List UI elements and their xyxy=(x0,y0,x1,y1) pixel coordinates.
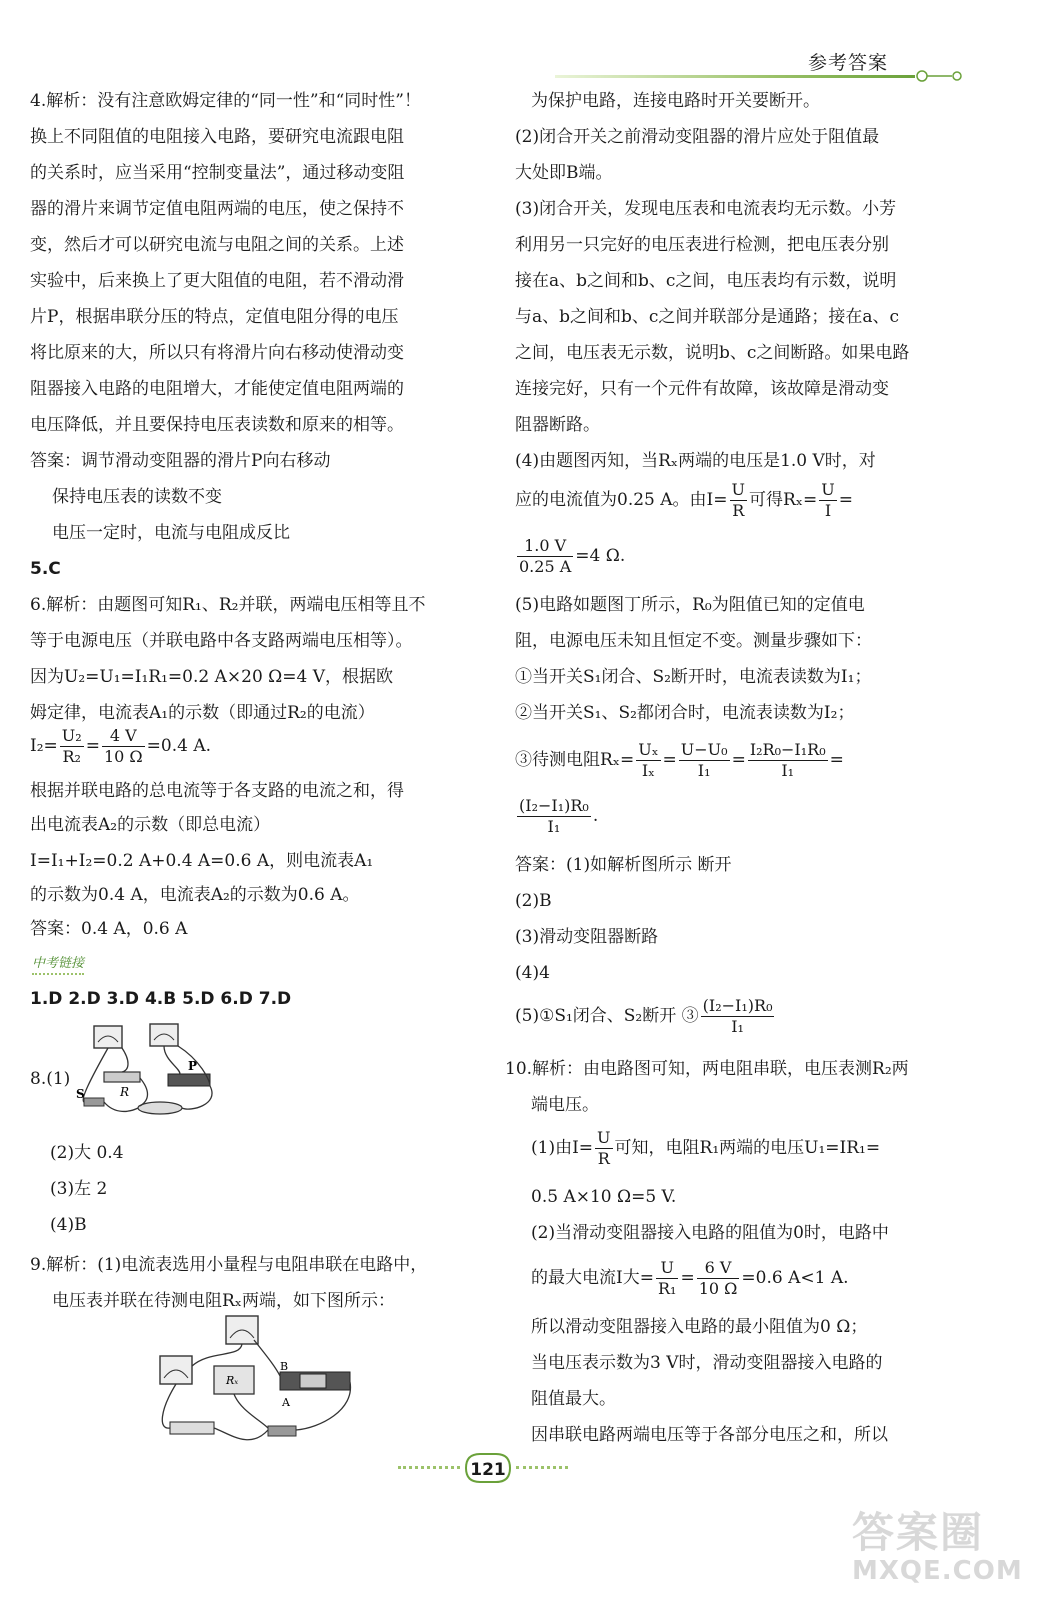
q8-part: (4)B xyxy=(50,1215,87,1235)
fig-label-s: S xyxy=(76,1087,85,1101)
page-number: 121 xyxy=(470,1460,506,1480)
q8-part: (3)左 2 xyxy=(50,1179,108,1199)
q10-line: 所以滑动变阻器接入电路的最小阻值为0 Ω； xyxy=(531,1317,868,1337)
q10-line: 因串联电路两端电压等于各部分电压之和，所以 xyxy=(531,1425,888,1445)
q10-line: 阻值最大。 xyxy=(531,1389,616,1409)
q4-line: 阻器接入电路的电阻增大，才能使定值电阻两端的 xyxy=(30,379,404,399)
page-number-badge xyxy=(462,1450,514,1486)
q9-answer-5: (5)①S₁闭合、S₂断开 ③ $\frac{\text{(I₂−I₁)R₀}}{\text{I₁}}$ xyxy=(515,996,773,1036)
q4-line: 器的滑片来调节定值电阻两端的电压，使之保持不 xyxy=(30,199,404,219)
q4-answer: 保持电压表的读数不变 xyxy=(52,487,222,507)
right-line: 之间，电压表无示数，说明b、c之间断路。如果电路 xyxy=(515,343,910,363)
q4-line: 片P，根据串联分压的特点，定值电阻分得的电压 xyxy=(30,307,399,327)
q8-circuit-figure xyxy=(70,1020,230,1120)
watermark-url: MXQE.COM xyxy=(852,1556,1023,1586)
watermark xyxy=(852,1500,1023,1586)
fig-label-a: A xyxy=(282,1396,290,1409)
q4-line: 变，然后才可以研究电流与电阻之间的关系。上述 xyxy=(30,235,404,255)
q6-line: 根据并联电路的总电流等于各支路的电流之和，得 xyxy=(30,781,404,801)
right-line: (3)闭合开关，发现电压表和电流表均无示数。小芳 xyxy=(515,199,897,219)
q10-line: (2)当滑动变阻器接入电路的阻值为0时，电路中 xyxy=(531,1223,889,1243)
q6-line: 出电流表A₂的示数（即总电流） xyxy=(30,815,271,835)
right-line: 大处即B端。 xyxy=(515,163,613,183)
right-line: 接在a、b之间和b、c之间，电压表均有示数，说明 xyxy=(515,271,897,291)
q4-line: 实验中，后来换上了更大阻值的电阻，若不滑动滑 xyxy=(30,271,404,291)
watermark-logo: 答案圈 xyxy=(852,1508,985,1557)
q4-line: 电压降低，并且要保持电压表读数和原来的相等。 xyxy=(30,415,404,435)
q9-answer: 答案：(1)如解析图所示 断开 xyxy=(515,855,732,875)
right-line: 利用另一只完好的电压表进行检测，把电压表分别 xyxy=(515,235,889,255)
q10-line: 端电压。 xyxy=(531,1095,599,1115)
q9-answer: (3)滑动变阻器断路 xyxy=(515,927,659,947)
right-line: (4)由题图丙知，当Rₓ两端的电压是1.0 V时，对 xyxy=(515,451,876,471)
fig-label-rx: Rₓ xyxy=(226,1374,239,1387)
q6-line: 因为U₂=U₁=I₁R₁=0.2 A×20 Ω=4 V，根据欧 xyxy=(30,667,393,687)
footer-dots-left xyxy=(398,1466,460,1469)
right-line: 阻器断路。 xyxy=(515,415,600,435)
q9-4-equation: 应的电流值为0.25 A。由I= $\frac{U}{R}$ 可得Rₓ= $\frac{U}{I}$ = xyxy=(515,480,853,520)
q10-line: 10.解析：由电路图可知，两电阻串联，电压表测R₂两 xyxy=(505,1059,909,1079)
right-line: ①当开关S₁闭合、S₂断开时，电流表读数为I₁； xyxy=(515,667,872,687)
header-rule xyxy=(555,75,915,78)
q9-circuit-figure xyxy=(150,1310,360,1450)
right-line: (2)闭合开关之前滑动变阻器的滑片应处于阻值最 xyxy=(515,127,880,147)
right-line: ②当开关S₁、S₂都闭合时，电流表读数为I₂； xyxy=(515,703,855,723)
q4-line: 的关系时，应当采用“控制变量法”，通过移动变阻 xyxy=(30,163,405,183)
fig-label-p: P xyxy=(188,1059,198,1073)
header-circles-icon xyxy=(912,66,972,86)
q9-5-equation-2: $\frac{\text{(I₂−I₁)R₀}}{\text{I₁}}$ . xyxy=(519,796,599,836)
right-line: 阻，电源电压未知且恒定不变。测量步骤如下： xyxy=(515,631,872,651)
q6-answer: 答案：0.4 A，0.6 A xyxy=(30,919,188,939)
q4-line: 将比原来的大，所以只有将滑片向右移动使滑动变 xyxy=(30,343,404,363)
right-line: 连接完好，只有一个元件有故障，该故障是滑动变 xyxy=(515,379,889,399)
q9-answer: (4)4 xyxy=(515,963,550,983)
q8-part: (2)大 0.4 xyxy=(50,1143,124,1163)
q6-line: 6.解析：由题图可知R₁、R₂并联，两端电压相等且不 xyxy=(30,595,426,615)
q4-line: 4.解析：没有注意欧姆定律的“同一性”和“同时性”！ xyxy=(30,91,421,111)
section-tag: 中考链接 xyxy=(32,952,84,975)
mcq-answers: 1.D 2.D 3.D 4.B 5.D 6.D 7.D xyxy=(30,989,292,1009)
footer-dots-right xyxy=(516,1466,568,1469)
q6-line: I=I₁+I₂=0.2 A+0.4 A=0.6 A，则电流表A₁ xyxy=(30,851,374,871)
q6-line: 等于电源电压（并联电路中各支路两端电压相等）。 xyxy=(30,631,413,651)
right-line: 与a、b之间和b、c之间并联部分是通路；接在a、c xyxy=(515,307,900,327)
q5-answer: 5.C xyxy=(30,559,61,579)
q9-5-equation: ③待测电阻Rₓ= $\frac{\text{Uₓ}}{\text{Iₓ}}$ = $\frac{\text{U−U₀}}{\text{I₁}}$ = $\frac{\text{I₂R₀−I₁R₀}}{\text{I₁}}$ = xyxy=(515,740,844,780)
q10-line: 当电压表示数为3 V时，滑动变阻器接入电路的 xyxy=(531,1353,883,1373)
q6-line: 姆定律，电流表A₁的示数（即通过R₂的电流） xyxy=(30,703,375,723)
right-line: 为保护电路，连接电路时开关要断开。 xyxy=(531,91,820,111)
q4-line: 换上不同阻值的电阻接入电路，要研究电流跟电阻 xyxy=(30,127,404,147)
q4-answer: 答案：调节滑动变阻器的滑片P向右移动 xyxy=(30,451,331,471)
q8-label: 8.(1) xyxy=(30,1069,71,1089)
q9-4-equation-2: $\frac{1.0 V}{0.25 A}$ =4 Ω. xyxy=(519,536,626,576)
right-line: (5)电路如题图丁所示，R₀为阻值已知的定值电 xyxy=(515,595,865,615)
q4-answer: 电压一定时，电流与电阻成反比 xyxy=(52,523,290,543)
q10-line: 0.5 A×10 Ω=5 V. xyxy=(531,1187,677,1207)
fig-label-b: B xyxy=(280,1360,289,1373)
q6-equation: I₂= $\frac{\text{U₂}}{\text{R₂}}$ = $\frac{4 V}{10 \Omega}$ =0.4 A. xyxy=(30,726,212,766)
q9-line: 9.解析：(1)电流表选用小量程与电阻串联在电路中， xyxy=(30,1255,428,1275)
header-label: 参考答案 xyxy=(808,52,889,74)
q10-2-equation: 的最大电流I大= $\frac{U}{\text{R₁}}$ = $\frac{6 V}{10 \Omega}$ =0.6 A<1 A. xyxy=(531,1258,849,1298)
q10-1-equation: (1)由I= $\frac{U}{R}$ 可知，电阻R₁两端的电压U₁=IR₁= xyxy=(531,1128,881,1168)
q6-line: 的示数为0.4 A，电流表A₂的示数为0.6 A。 xyxy=(30,885,360,905)
fig-label-r: R xyxy=(120,1085,130,1099)
q9-line: 电压表并联在待测电阻Rₓ两端，如下图所示： xyxy=(52,1291,396,1311)
q9-answer: (2)B xyxy=(515,891,552,911)
